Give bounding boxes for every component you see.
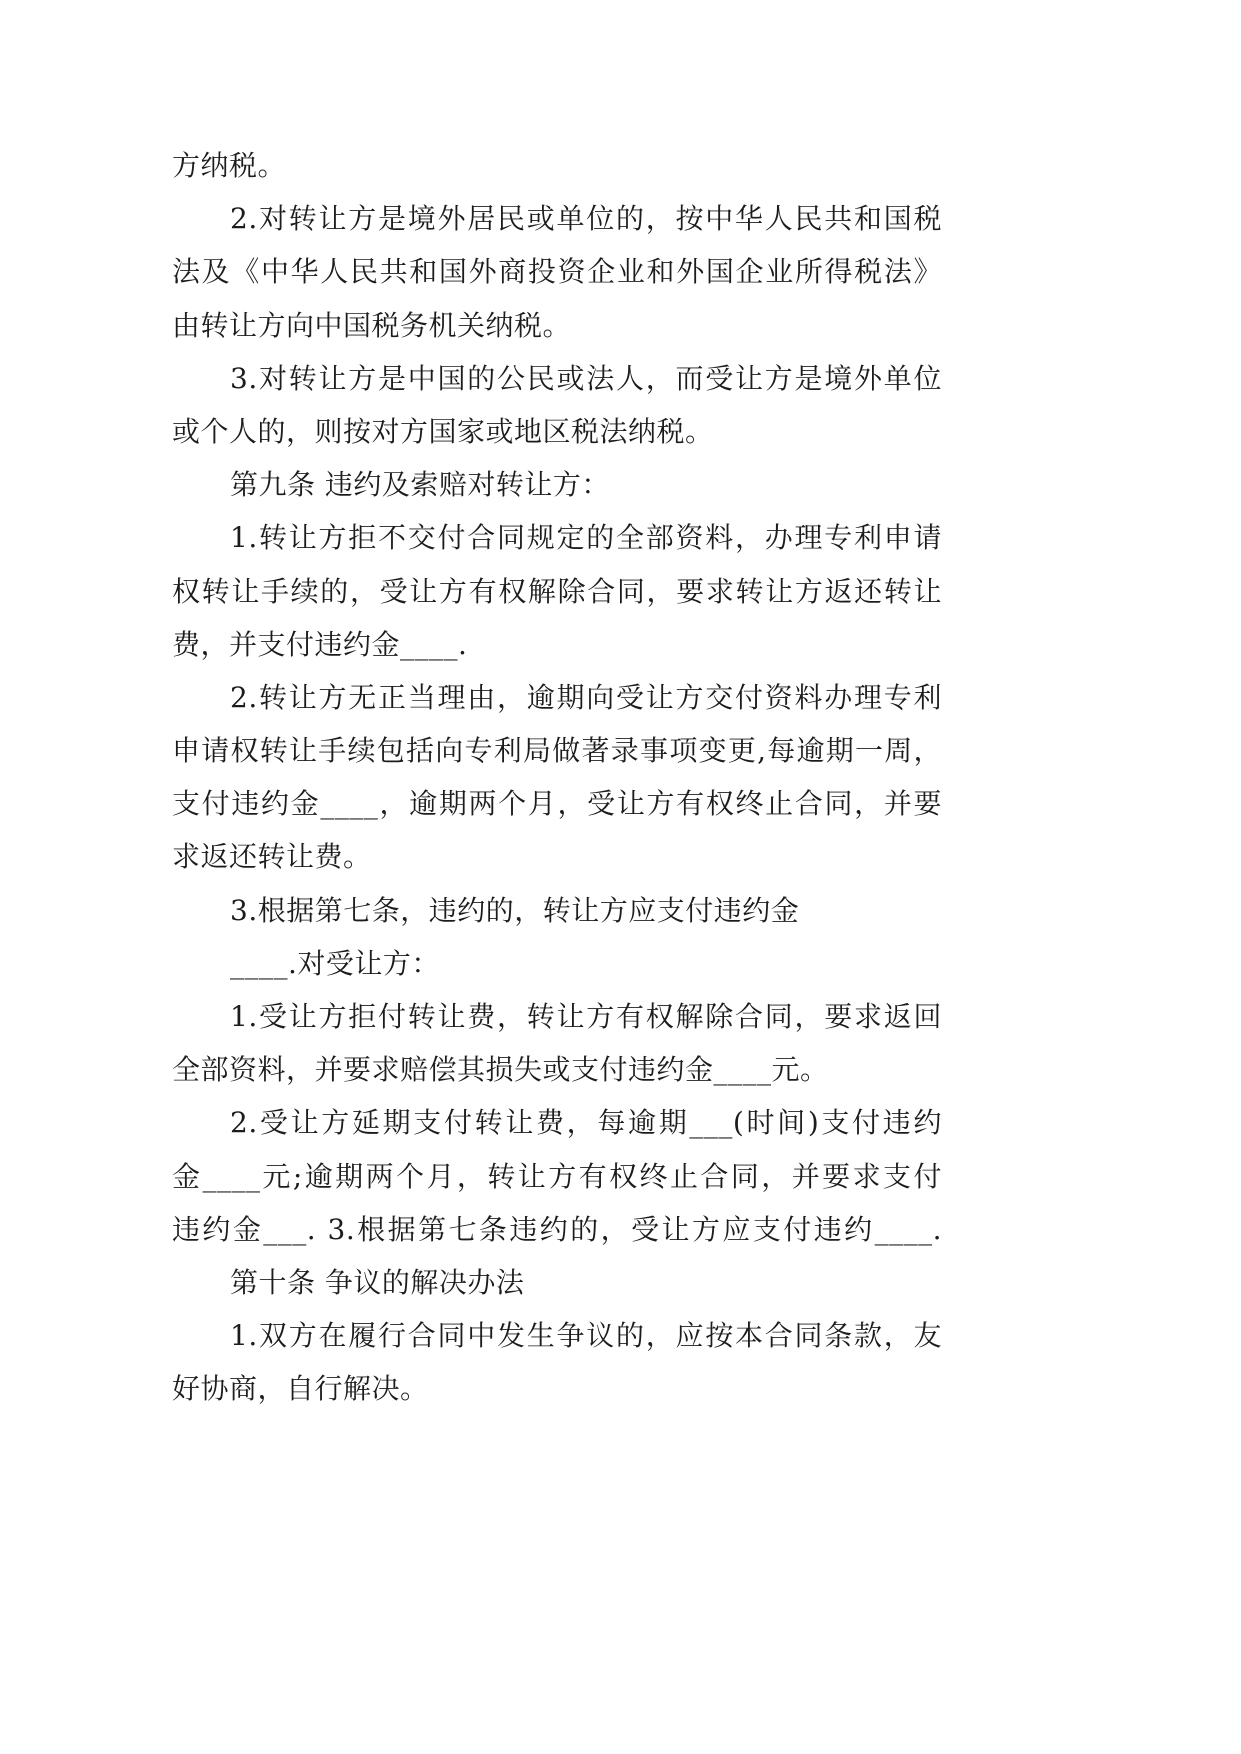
tax-item-3	[172, 352, 942, 458]
article-heading: 第十条 争议的解决办法	[230, 1265, 525, 1299]
transferor-breach-item-1	[172, 511, 942, 671]
text-line: 求返还转让费。	[172, 840, 372, 874]
text-line: 3.对转让方是中国的公民或法人，而受让方是境外单位	[230, 361, 942, 395]
text-line: 2.对转让方是境外居民或单位的，按中华人民共和国税	[230, 202, 942, 236]
text-line: 3.根据第七条，违约的，转让方应支付违约金	[230, 893, 800, 927]
article-10-heading	[172, 1256, 942, 1309]
text-line: 或个人的，则按对方国家或地区税法纳税。	[172, 414, 714, 448]
text-line: 1.双方在履行合同中发生争议的，应按本合同条款，友	[230, 1319, 942, 1353]
article-9-heading	[172, 458, 942, 511]
transferor-breach-item-3	[172, 884, 942, 937]
text-line: 费，并支付违约金____.	[172, 627, 468, 661]
text-line: 1.受让方拒付转让费，转让方有权解除合同，要求返回	[230, 1000, 942, 1033]
text-line: 权转让手续的，受让方有权解除合同，要求转让方返还转让	[172, 574, 942, 608]
text-line: 由转让方向中国税务机关纳税。	[172, 308, 572, 342]
text-line: 申请权转让手续包括向专利局做著录事项变更,每逾期一周，	[172, 734, 942, 768]
text-line: 好协商，自行解决。	[172, 1372, 429, 1406]
text-line: 全部资料，并要求赔偿其损失或支付违约金____元。	[172, 1053, 829, 1087]
transferee-breach-item-2	[172, 1096, 942, 1256]
text-line: 2.受让方延期支付转让费，每逾期___(时间)支付违约	[230, 1106, 942, 1140]
text-line: 2.转让方无正当理由，逾期向受让方交付资料办理专利	[230, 680, 942, 714]
text-line: ____.对受让方：	[230, 946, 440, 980]
transferee-breach-heading	[172, 937, 942, 990]
text-line: 方纳税。	[172, 149, 287, 182]
transferee-breach-item-1	[172, 990, 942, 1096]
text-line: 违约金___. 3.根据第七条违约的，受让方应支付违约____.	[172, 1212, 942, 1246]
paragraph-tax-continuation	[172, 139, 942, 192]
transferor-breach-item-2	[172, 671, 942, 884]
tax-item-2	[172, 192, 942, 352]
dispute-item-1	[172, 1309, 942, 1415]
article-heading: 第九条 违约及索赔对转让方：	[230, 468, 610, 502]
text-line: 支付违约金____，逾期两个月，受让方有权终止合同，并要	[172, 787, 942, 821]
text-line: 1.转让方拒不交付合同规定的全部资料，办理专利申请	[230, 521, 942, 555]
body-text	[172, 139, 942, 1416]
text-line: 金____元;逾期两个月，转让方有权终止合同，并要求支付	[172, 1159, 942, 1193]
text-line: 法及《中华人民共和国外商投资企业和外国企业所得税法》	[172, 255, 942, 289]
